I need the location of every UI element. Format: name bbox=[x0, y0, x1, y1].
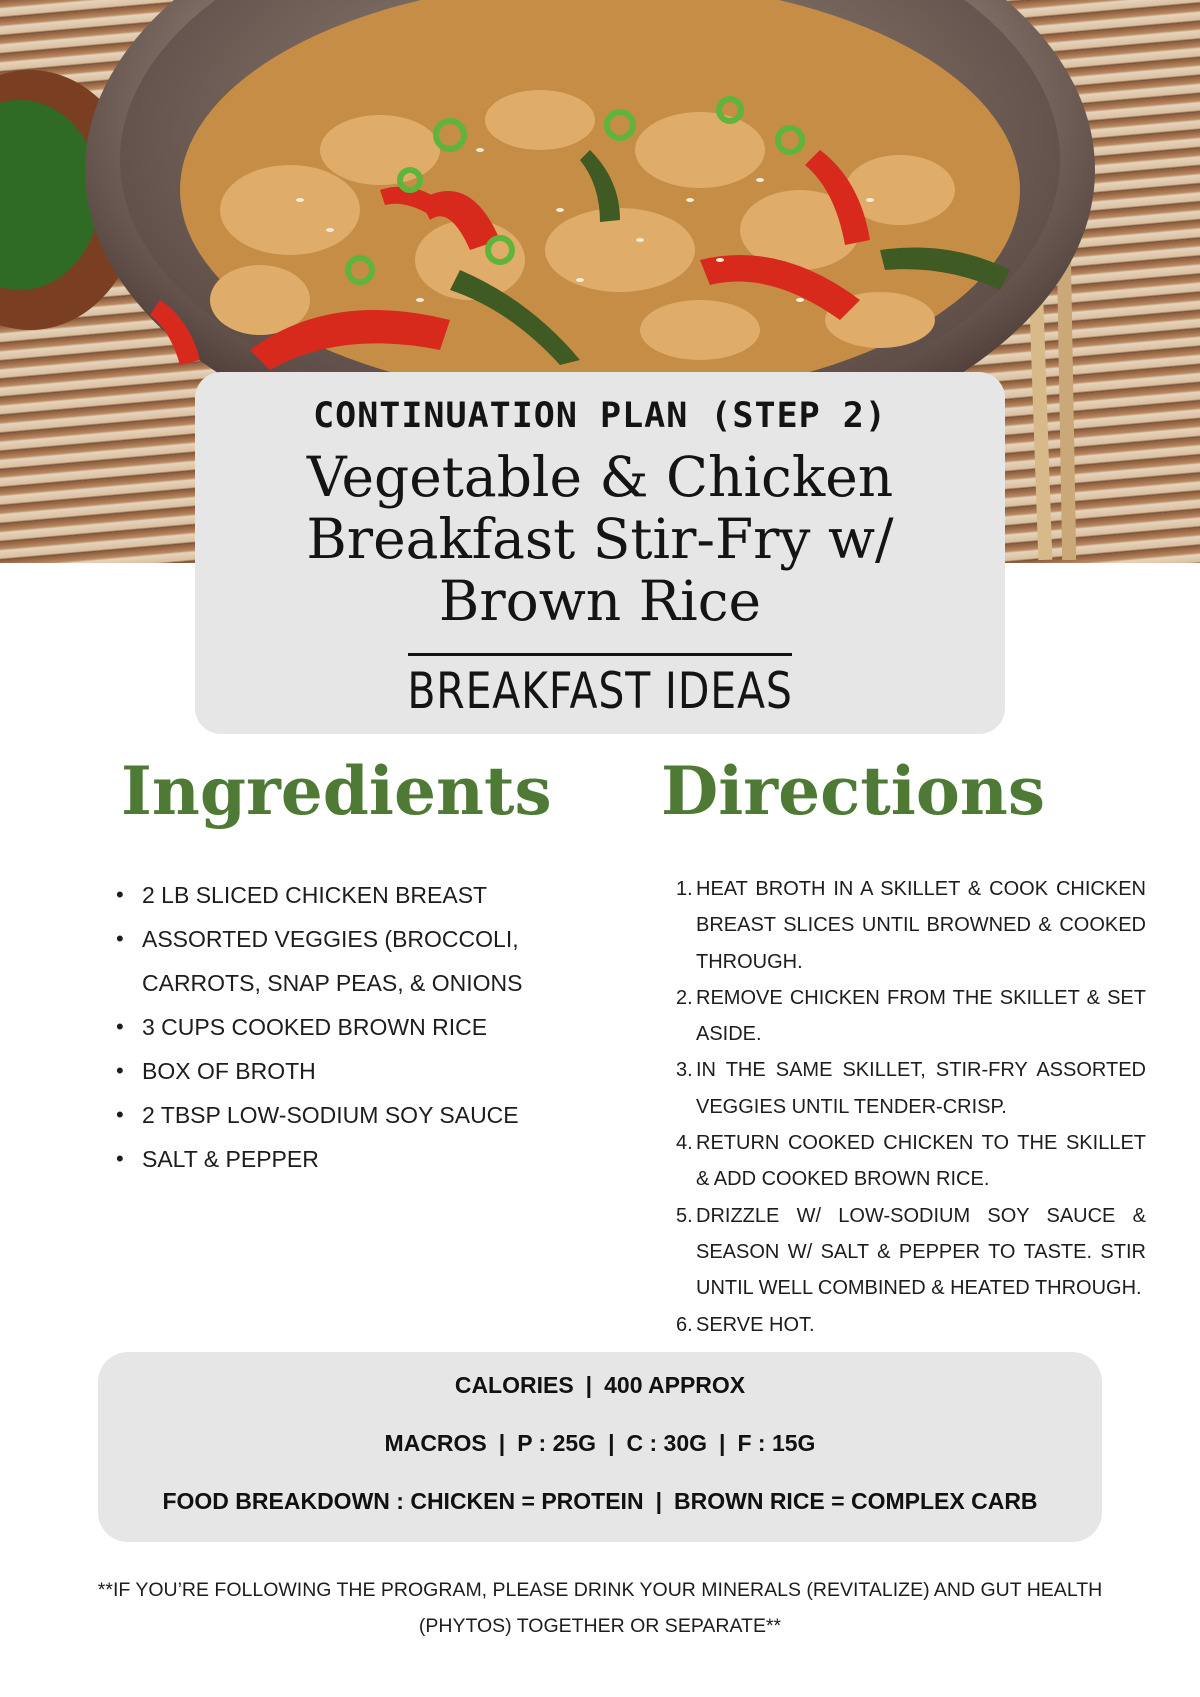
directions-heading: Directions bbox=[661, 752, 1045, 830]
carbs-value: C : 30G bbox=[626, 1430, 708, 1456]
direction-step bbox=[672, 1198, 1146, 1307]
separator: | bbox=[608, 1430, 615, 1456]
step-text: REMOVE CHICKEN FROM THE SKILLET & SET ASIDE. bbox=[696, 986, 1146, 1046]
ingredients-list bbox=[110, 873, 610, 1181]
step-number: 4. bbox=[676, 1132, 693, 1155]
direction-step bbox=[672, 871, 1146, 980]
title-divider bbox=[408, 653, 792, 656]
step-text: RETURN COOKED CHICKEN TO THE SKILLET & ADD COOKED BROWN RICE. bbox=[696, 1132, 1146, 1191]
nutrition-box bbox=[98, 1352, 1102, 1542]
category-label: BREAKFAST IDEAS bbox=[407, 662, 793, 720]
step-number: 3. bbox=[676, 1059, 693, 1082]
ingredient-item: • 2 TBSP LOW-SODIUM SOY SAUCE bbox=[110, 1093, 610, 1137]
separator: | bbox=[585, 1372, 593, 1398]
recipe-title: Vegetable & Chicken Breakfast Stir-Fry w/ Brown Rice bbox=[306, 445, 894, 633]
program-footnote: **IF YOU’RE FOLLOWING THE PROGRAM, PLEASE DRINK YOUR MINERALS (REVITALIZE) AND GUT HEALTH (PHYTOS) TOGETHER OR SEPARATE** bbox=[97, 1579, 1103, 1637]
calories-label: CALORIES bbox=[454, 1372, 574, 1398]
step-text: IN THE SAME SKILLET, STIR-FRY ASSORTED VEGGIES UNTIL TENDER-CRISP. bbox=[696, 1059, 1146, 1118]
step-text: HEAT BROTH IN A SKILLET & COOK CHICKEN BREAST SLICES UNTIL BROWNED & COOKED THROUGH. bbox=[696, 878, 1146, 973]
title-card bbox=[195, 372, 1005, 734]
step-number: 6. bbox=[676, 1313, 693, 1336]
separator: | bbox=[498, 1430, 506, 1456]
breakdown-line bbox=[98, 1488, 1102, 1515]
protein-value: P : 25G bbox=[517, 1430, 597, 1456]
ingredient-item: • BOX OF BROTH bbox=[110, 1049, 610, 1093]
direction-step bbox=[672, 1307, 1146, 1343]
step-text: SERVE HOT. bbox=[696, 1313, 815, 1336]
macros-line bbox=[98, 1430, 1102, 1457]
breakdown-label: FOOD BREAKDOWN : bbox=[162, 1488, 404, 1514]
breakdown-protein: CHICKEN = PROTEIN bbox=[410, 1488, 644, 1514]
step-number: 1. bbox=[676, 878, 693, 900]
ingredient-item: • 3 CUPS COOKED BROWN RICE bbox=[110, 1005, 610, 1049]
direction-step bbox=[672, 980, 1146, 1053]
calories-line bbox=[98, 1372, 1102, 1399]
breakdown-carb: BROWN RICE = COMPLEX CARB bbox=[674, 1488, 1038, 1514]
step-number: 2. bbox=[676, 986, 693, 1009]
ingredients-heading: Ingredients bbox=[121, 752, 552, 830]
macros-label: MACROS bbox=[384, 1430, 487, 1456]
separator: | bbox=[719, 1430, 726, 1456]
ingredient-item: • SALT & PEPPER bbox=[110, 1137, 610, 1181]
direction-step bbox=[672, 1052, 1146, 1125]
plan-label: CONTINUATION PLAN (STEP 2) bbox=[313, 396, 887, 436]
separator: | bbox=[655, 1488, 662, 1514]
fat-value: F : 15G bbox=[737, 1430, 816, 1456]
directions-list bbox=[672, 871, 1146, 1343]
step-number: 5. bbox=[676, 1204, 693, 1227]
ingredient-item: • ASSORTED VEGGIES (BROCCOLI, CARROTS, SNAP PEAS, & ONIONS bbox=[110, 917, 610, 1005]
calories-value: 400 APPROX bbox=[604, 1372, 746, 1398]
step-text: DRIZZLE W/ LOW-SODIUM SOY SAUCE & SEASON W/ SALT & PEPPER TO TASTE. STIR UNTIL WELL COMBINED & HEATED THROUGH. bbox=[696, 1204, 1146, 1300]
direction-step bbox=[672, 1125, 1146, 1198]
ingredient-item: • 2 LB SLICED CHICKEN BREAST bbox=[110, 873, 610, 917]
